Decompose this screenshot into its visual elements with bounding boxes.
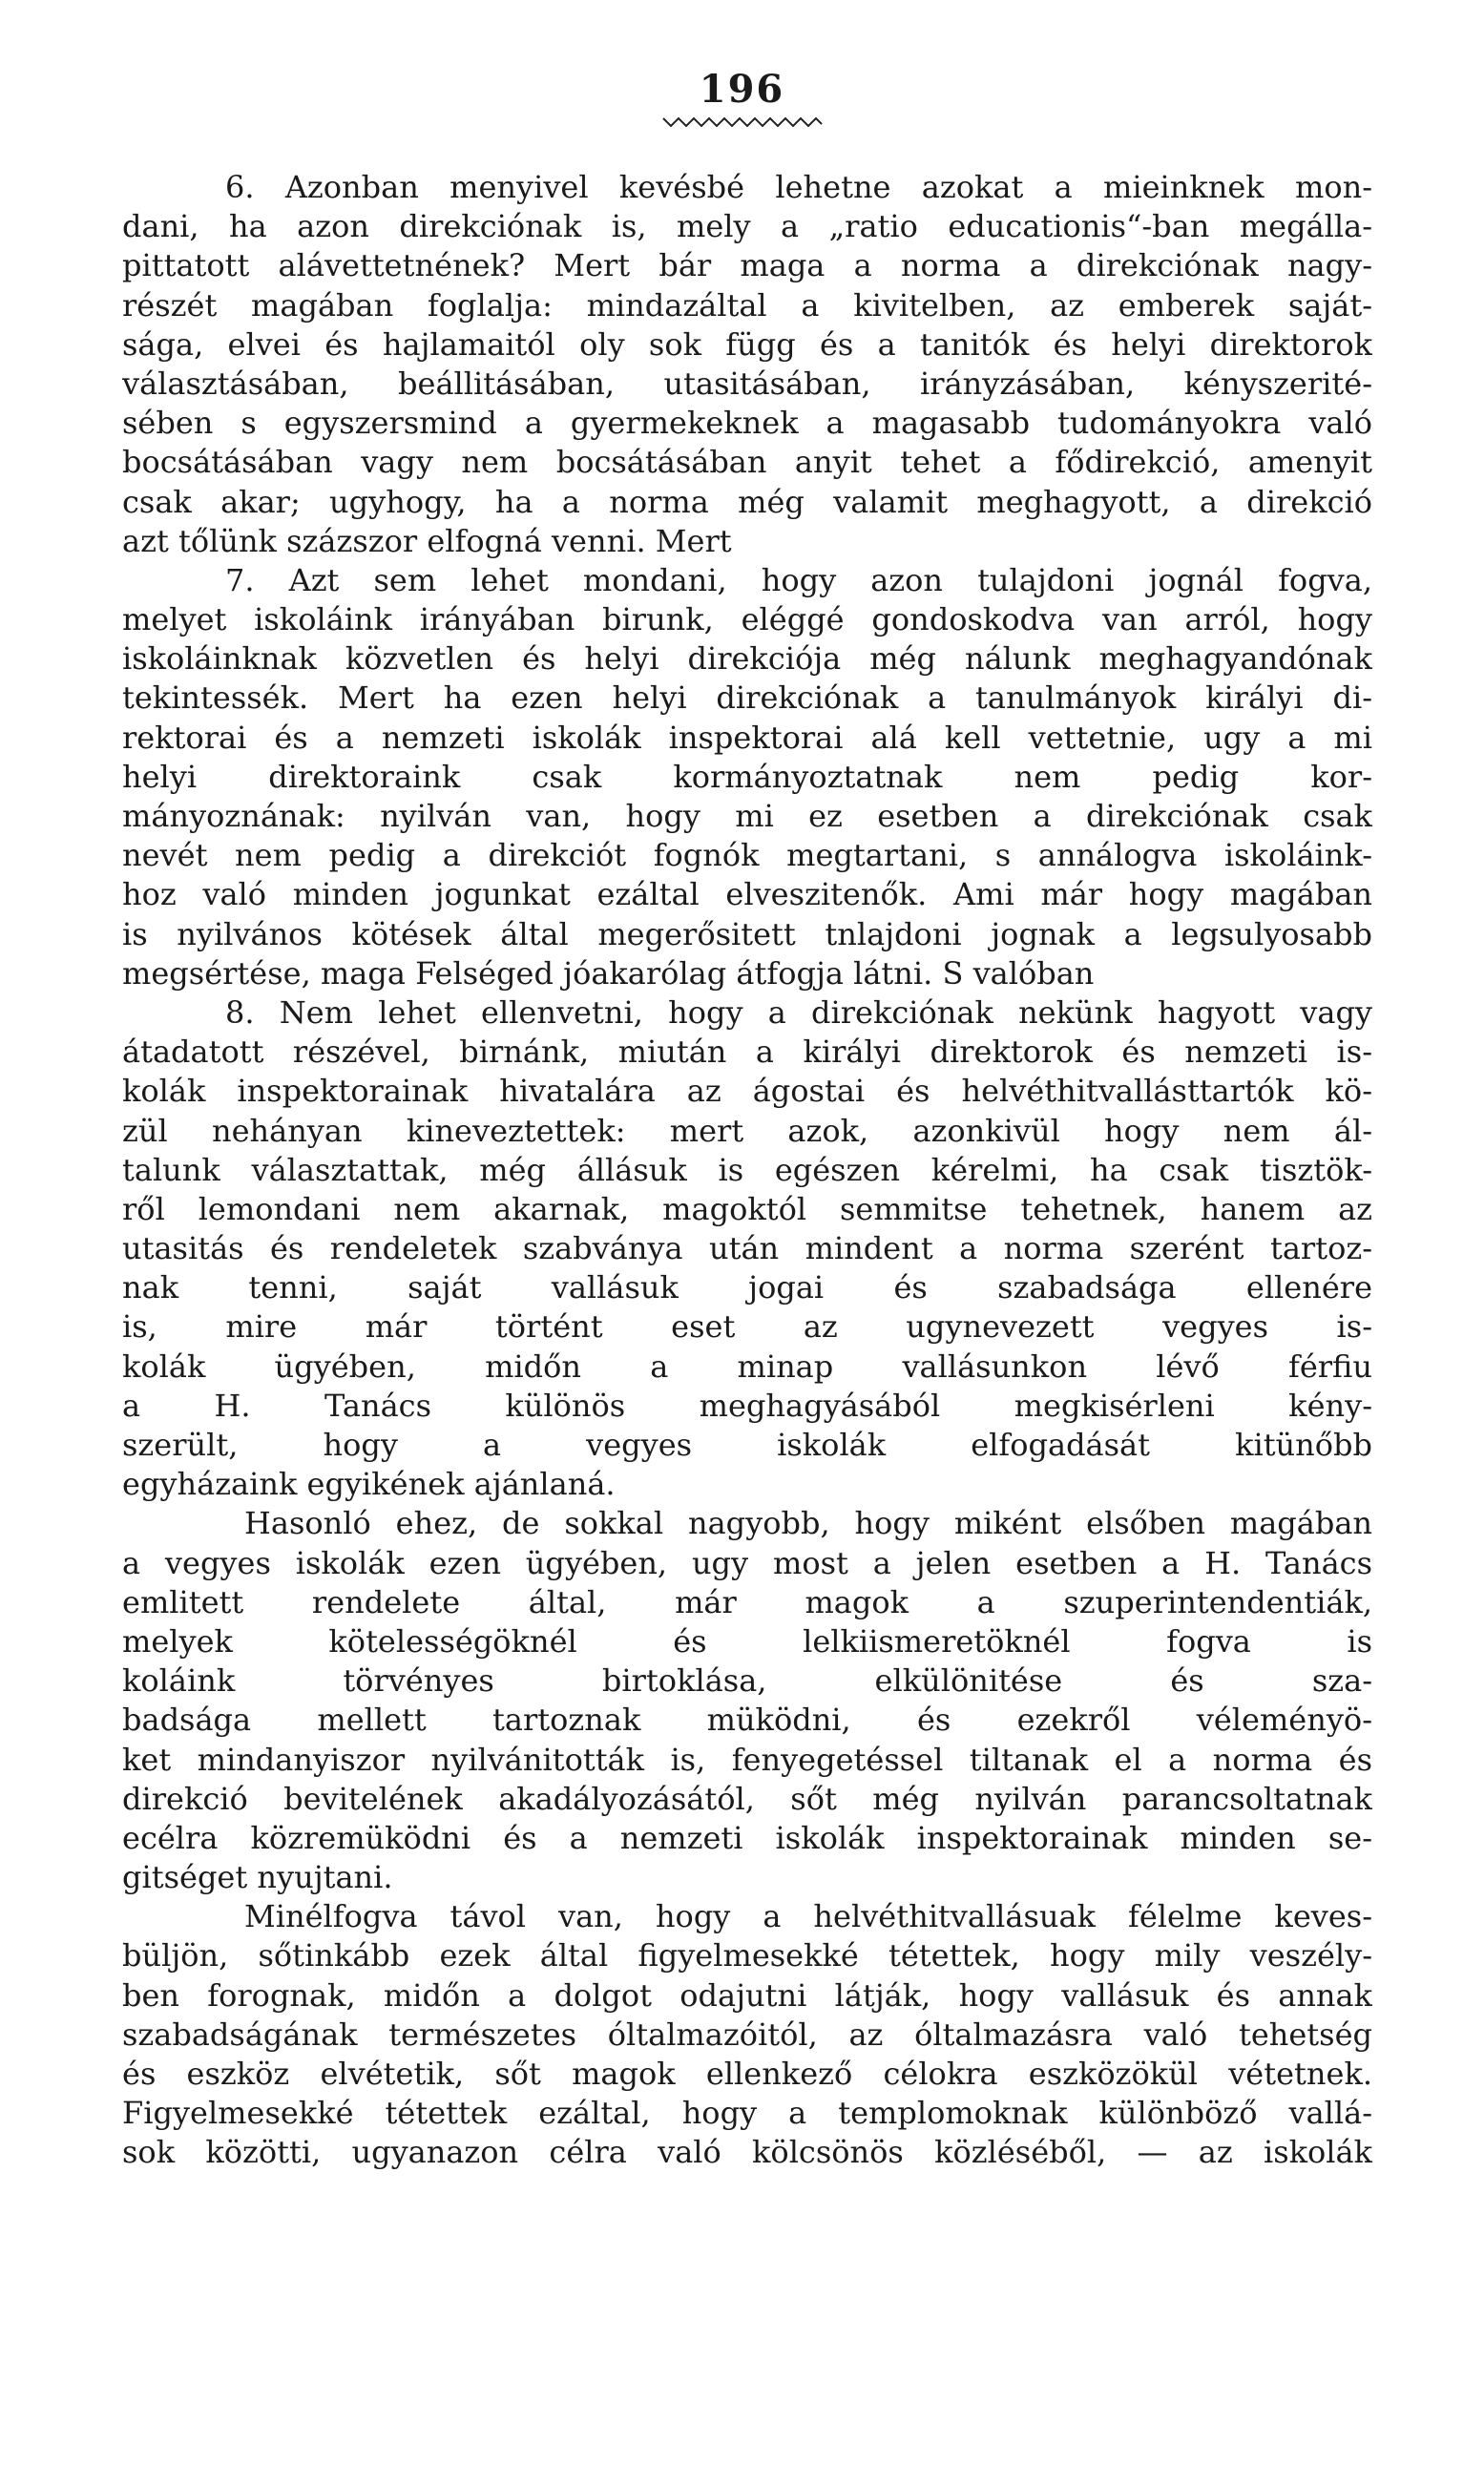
text-line: nevét nem pedig a direkciót fognók megtartani, s annálogva iskoláink-: [122, 837, 1372, 874]
text-line: ben forognak, midőn a dolgot odajutni látják, hogy vallásuk és annak: [122, 1976, 1372, 2014]
text-line: iskoláinknak közvetlen és helyi direkciója még nálunk meghagyandónak: [122, 640, 1372, 678]
text-line: emlitett rendelete által, már magok a szuperintendentiák,: [122, 1583, 1372, 1620]
text-line: Minélfogva távol van, hogy a helvéthitvallásuak félelme keves-: [244, 1898, 1372, 1935]
text-line: a H. Tanács különös meghagyásából megkisérleni kény-: [122, 1387, 1372, 1424]
text-line: átadatott részével, birnánk, miután a királyi direktorok és nemzeti is-: [122, 1034, 1372, 1071]
page-number: 196: [699, 67, 785, 112]
body-text: [122, 168, 1372, 2173]
text-line: szerült, hogy a vegyes iskolák elfogadását kitünőbb: [122, 1427, 1372, 1463]
text-line: zül nehányan kineveztettek: mert azok, azonkivül hogy nem ál-: [122, 1112, 1372, 1149]
text-line: kolák ügyében, midőn a minap vallásunkon lévő férfiu: [122, 1347, 1372, 1385]
text-line: pittatott alávettetnének? Mert bár maga a norma a direkciónak nagy-: [122, 247, 1372, 284]
text-line: 6. Azonban menyivel kevésbé lehetne azokat a mieinknek mon-: [225, 169, 1372, 205]
text-line: ről lemondani nem akarnak, magoktól semmitse tehetnek, hanem az: [122, 1190, 1372, 1227]
text-line: ecélra közremüködni és a nemzeti iskolák inspektorainak minden se-: [122, 1819, 1372, 1856]
text-line: bocsátásában vagy nem bocsátásában anyit tehet a fődirekció, amenyit: [122, 444, 1372, 481]
text-line: utasitás és rendeletek szabványa után mindent a norma szerént tartoz-: [122, 1230, 1372, 1267]
text-line: a vegyes iskolák ezen ügyében, ugy most a jelen esetben a H. Tanács: [122, 1544, 1372, 1581]
text-line: sében s egyszersmind a gyermekeknek a magasabb tudományokra való: [122, 405, 1372, 442]
text-line: szabadságának természetes óltalmazóitól, az óltalmazásra való tehetség: [122, 2016, 1372, 2053]
text-line: csak akar; ugyhogy, ha a norma még valamit meghagyott, a direkció: [122, 483, 1372, 520]
text-line: büljön, sőtinkább ezek által figyelmesekké tétettek, hogy mily veszély-: [122, 1937, 1372, 1974]
text-line: kolák inspektorainak hivatalára az ágostai és helvéthitvallásttartók kö-: [122, 1073, 1372, 1110]
text-line: egyházaink egyikének ajánlaná.: [122, 1466, 616, 1503]
text-line: talunk választattak, még állásuk is egészen kérelmi, ha csak tisztök-: [122, 1151, 1372, 1188]
text-line: melyet iskoláink irányában birunk, eléggé gondoskodva van arról, hogy: [122, 601, 1372, 638]
text-line: koláink törvényes birtoklása, elkülönitése és sza-: [122, 1662, 1372, 1700]
text-line: badsága mellett tartoznak müködni, és ezekről véleményö-: [122, 1702, 1372, 1739]
text-line: dani, ha azon direkciónak is, mely a „ratio educationis“-ban megálla-: [122, 208, 1372, 245]
text-line: tekintessék. Mert ha ezen helyi direkciónak a tanulmányok királyi di-: [122, 679, 1372, 717]
text-line: sága, elvei és hajlamaitól oly sok függ és a tanitók és helyi direktorok: [122, 325, 1372, 363]
text-line: is, mire már történt eset az ugynevezett vegyes is-: [122, 1308, 1372, 1346]
text-line: 8. Nem lehet ellenvetni, hogy a direkciónak nekünk hagyott vagy: [225, 993, 1372, 1031]
text-line: mányoznának: nyilván van, hogy mi ez esetben a direkciónak csak: [122, 798, 1372, 834]
text-line: nak tenni, saját vallásuk jogai és szabadsága ellenére: [122, 1269, 1372, 1306]
text-line: részét magában foglalja: mindazáltal a kivitelben, az emberek saját-: [122, 286, 1372, 324]
text-line: azt tőlünk százszor elfogná venni. Mert: [122, 522, 732, 559]
text-line: választásában, beállitásában, utasitásában, irányzásában, kényszerité-: [122, 365, 1372, 402]
text-line: Figyelmesekké tétettek ezáltal, hogy a templomoknak különböző vallá-: [122, 2095, 1372, 2132]
text-line: és eszköz elvétetik, sőt magok ellenkező célokra eszközökül vétetnek.: [122, 2056, 1372, 2092]
text-line: direkció bevitelének akadályozásától, sőt még nyilván parancsoltatnak: [122, 1780, 1372, 1817]
text-line: hoz való minden jogunkat ezáltal elveszitenők. Ami már hogy magában: [122, 876, 1372, 913]
text-line: is nyilvános kötések által megerősitett tnlajdoni jognak a legsulyosabb: [122, 915, 1372, 952]
text-line: 7. Azt sem lehet mondani, hogy azon tulajdoni jognál fogva,: [225, 561, 1372, 598]
text-line: Hasonló ehez, de sokkal nagyobb, hogy miként elsőben magában: [244, 1505, 1372, 1542]
wavy-ornament-icon: [0, 113, 1484, 136]
text-line: rektorai és a nemzeti iskolák inspektorai alá kell vettetnie, ugy a mi: [122, 719, 1372, 756]
text-line: megsértése, maga Felséged jóakarólag átfogja látni. S valóban: [122, 954, 1095, 992]
text-line: helyi direktoraink csak kormányoztatnak nem pedig kor-: [122, 758, 1372, 795]
text-line: sok közötti, ugyanazon célra való kölcsönös közléséből, — az iskolák: [122, 2134, 1372, 2171]
text-line: ket mindanyiszor nyilvánitották is, fenyegetéssel tiltanak el a norma és: [122, 1741, 1372, 1778]
text-line: gitséget nyujtani.: [122, 1859, 393, 1896]
text-line: melyek kötelességöknél és lelkiismeretöknél fogva is: [122, 1622, 1372, 1660]
